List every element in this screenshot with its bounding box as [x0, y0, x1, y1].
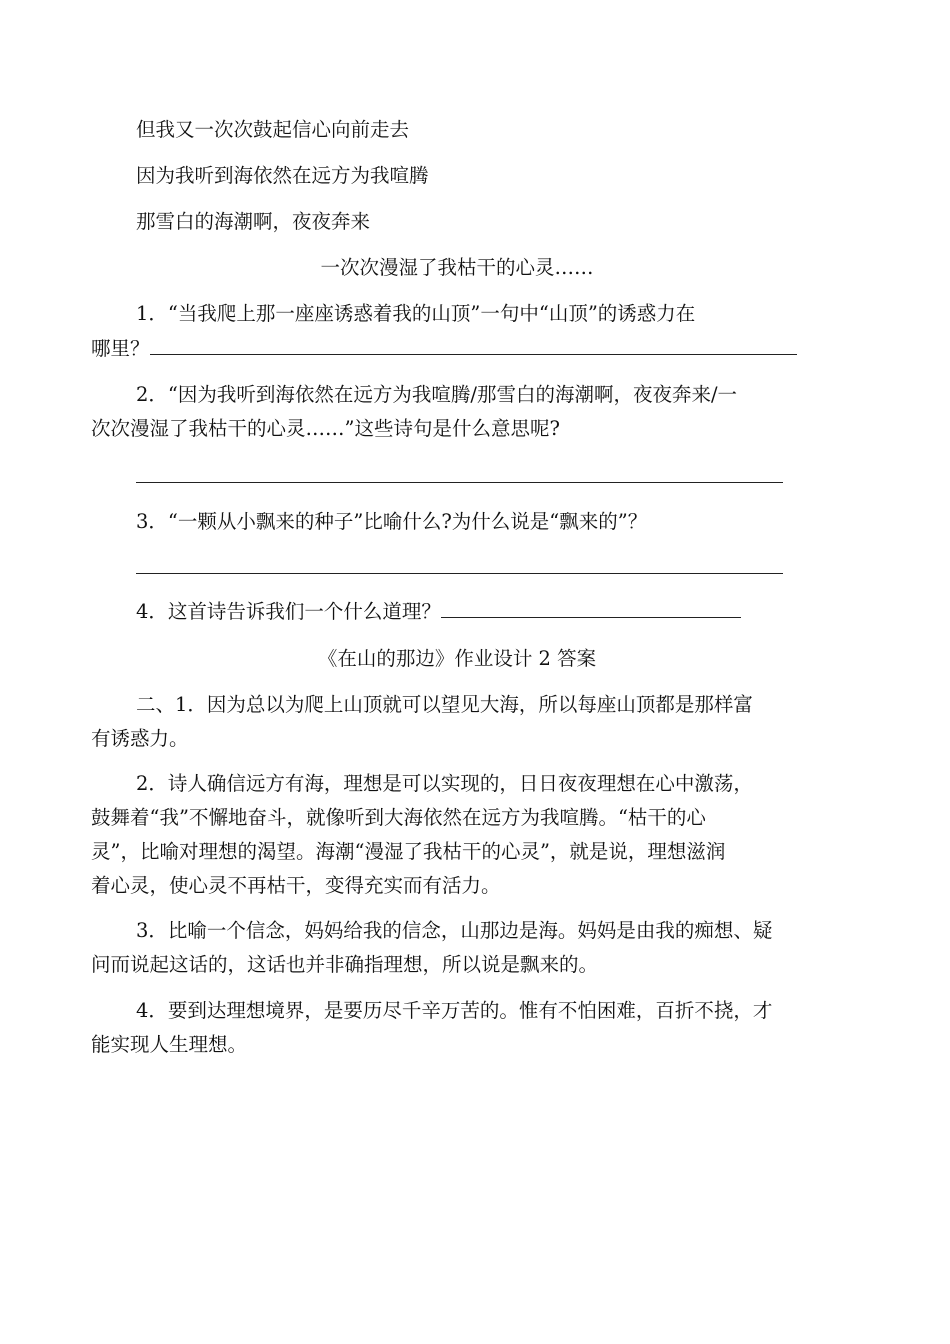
answer-2-line-2: 鼓舞着“我”不懈地奋斗，就像听到大海依然在远方为我喧腾。“枯干的心 — [91, 806, 706, 829]
question-1-prompt-end: 哪里？ — [91, 337, 150, 360]
answer-3-line-2: 问而说起这话的，这话也并非确指理想，所以说是飘来的。 — [91, 953, 599, 976]
question-4-prompt: 4．这首诗告诉我们一个什么道理？ — [136, 600, 441, 623]
question-1-line-1: 1．“当我爬上那一座座诱惑着我的山顶”一句中“山顶”的诱惑力在 — [136, 302, 696, 325]
question-2-line-2: 次次漫湿了我枯干的心灵……”这些诗句是什么意思呢? — [91, 417, 560, 440]
answer-blank-4[interactable] — [441, 616, 741, 618]
question-4 — [136, 599, 868, 625]
question-2-line-1: 2．“因为我听到海依然在远方为我喧腾/那雪白的海潮啊，夜夜奔来/一 — [136, 383, 738, 406]
question-1-line-2 — [91, 336, 823, 362]
answer-2-line-3: 灵”，比喻对理想的渴望。海潮“漫湿了我枯干的心灵”，就是说，理想滋润 — [91, 840, 726, 863]
answer-2-line-4: 着心灵，使心灵不再枯干，变得充实而有活力。 — [91, 874, 501, 897]
question-3: 3．“一颗从小飘来的种子”比喻什么?为什么说是“飘来的”？ — [136, 510, 648, 533]
poem-line-4: 一次次漫湿了我枯干的心灵…… — [320, 256, 594, 279]
answer-1-line-1: 二、1．因为总以为爬上山顶就可以望见大海，所以每座山顶都是那样富 — [136, 693, 753, 716]
answer-4-line-1: 4．要到达理想境界，是要历尽千辛万苦的。惟有不怕困难，百折不挠，才 — [136, 999, 773, 1022]
answer-blank-1[interactable] — [150, 353, 797, 355]
answer-2-line-1: 2．诗人确信远方有海，理想是可以实现的，日日夜夜理想在心中激荡， — [136, 772, 753, 795]
poem-line-3: 那雪白的海潮啊，夜夜奔来 — [136, 210, 371, 233]
answer-blank-2[interactable] — [136, 482, 783, 483]
poem-line-2: 因为我听到海依然在远方为我喧腾 — [136, 164, 429, 187]
answer-1-line-2: 有诱惑力。 — [91, 727, 189, 750]
answer-blank-3[interactable] — [136, 573, 783, 574]
answer-3-line-1: 3．比喻一个信念，妈妈给我的信念，山那边是海。妈妈是由我的痴想、疑 — [136, 919, 773, 942]
poem-line-1: 但我又一次次鼓起信心向前走去 — [136, 118, 410, 141]
answers-heading: 《在山的那边》作业设计 2 答案 — [317, 647, 597, 670]
answer-4-line-2: 能实现人生理想。 — [91, 1033, 248, 1056]
